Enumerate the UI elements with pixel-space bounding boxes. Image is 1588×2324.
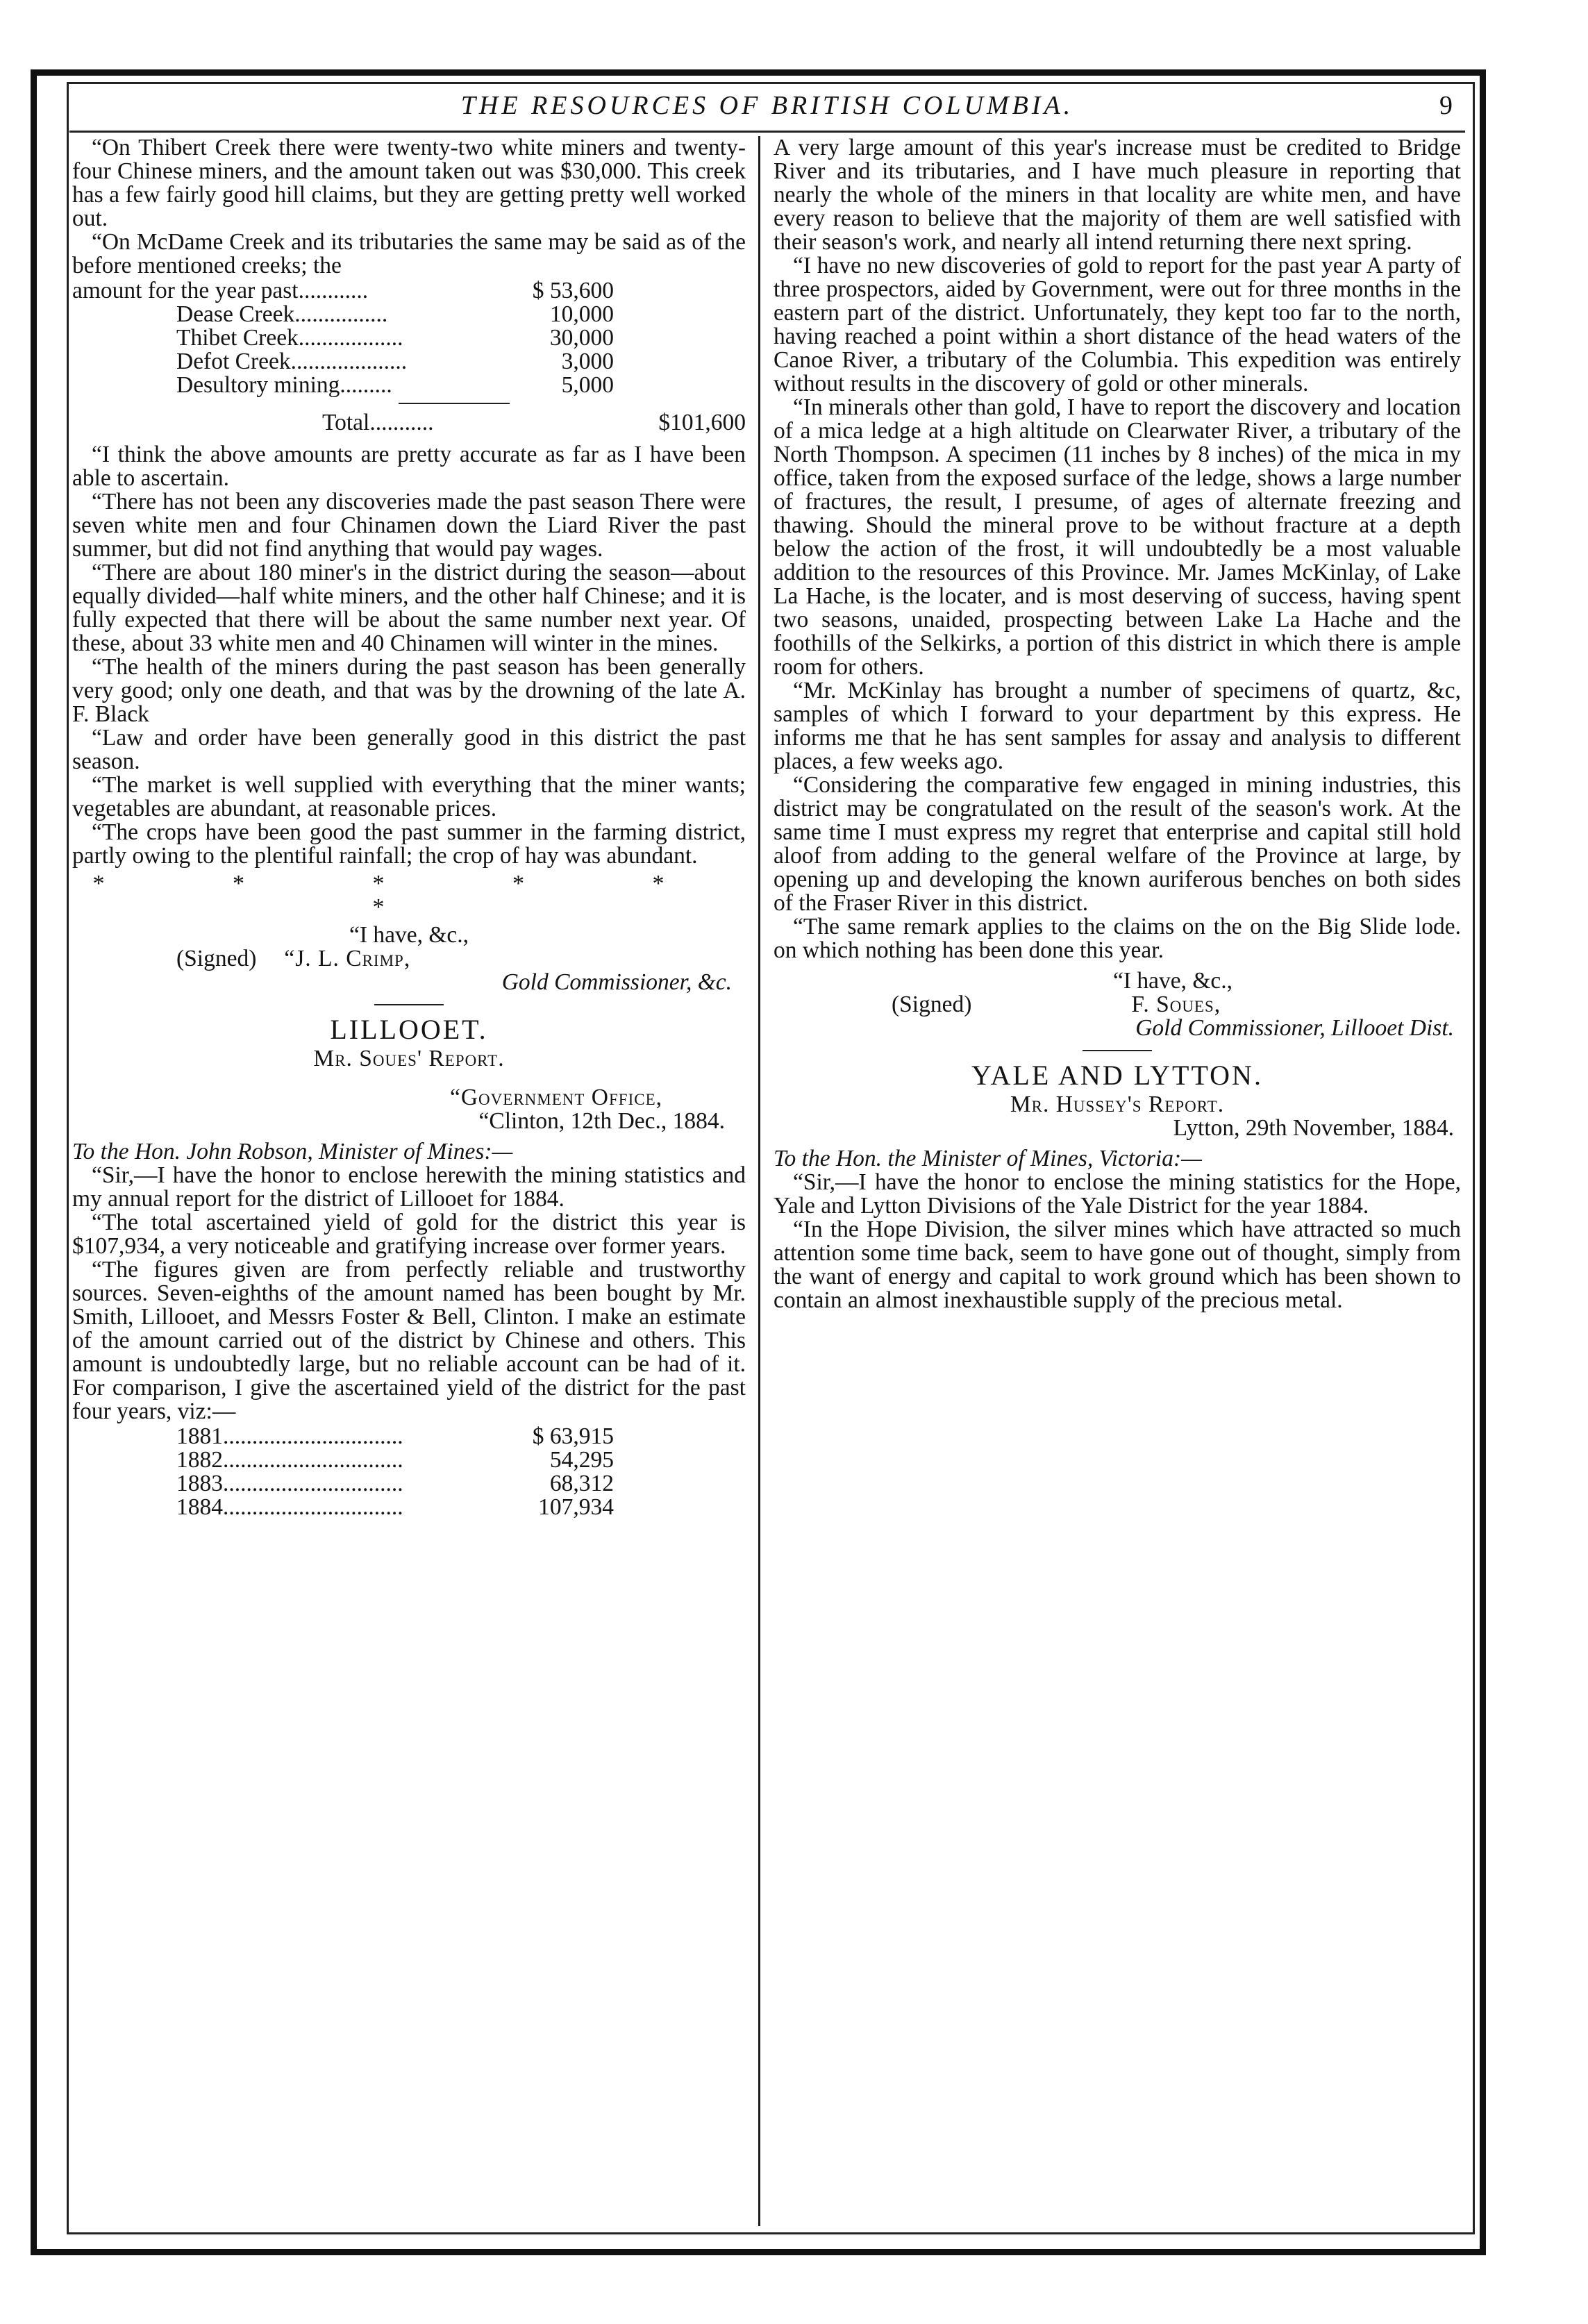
paragraph: “The total ascertained yield of gold for the district this year is $107,934, a very noticeable and gratifying increase over former years. [72, 1210, 746, 1259]
dateline: Lytton, 29th November, 1884. [1173, 1115, 1454, 1141]
dateline: “Clinton, 12th Dec., 1884. [478, 1108, 725, 1134]
total-label: Total........... [322, 410, 434, 435]
paragraph: “Law and order have been generally good in this district the past season. [72, 725, 746, 774]
signature-line [72, 947, 746, 971]
paragraph: “Sir,—I have the honor to enclose herewith the mining statistics and my annual report for the district of Lillooet for 1884. [72, 1162, 746, 1212]
table-row [72, 279, 614, 303]
paragraph: “Mr. McKinlay has brought a number of specimens of quartz, &c, samples of which I forward to your department by this express. He informs me that he has sent samples for assay and analysis to different places, a few weeks ago. [774, 678, 1461, 774]
signer-name: F. Soues, [1131, 992, 1221, 1017]
table-label: Desultory mining......... [176, 374, 392, 397]
paragraph: “The same remark applies to the claims on the on the Big Slide lode. on which nothing has been done this year. [774, 914, 1461, 963]
table-label: Defot Creek.................... [176, 350, 408, 374]
table-row [72, 350, 614, 374]
paragraph: “The health of the miners during the past season has been generally very good; only one death, and that was by the drowning of the late A. F. Black [72, 654, 746, 727]
table-row [72, 1425, 614, 1448]
closing-salutation: “I have, &c., [1112, 968, 1233, 994]
running-head [69, 89, 1465, 133]
table-row [72, 1472, 614, 1496]
report-title: Mr. Soues' Report. [313, 1046, 505, 1071]
paragraph: “I think the above amounts are pretty accurate as far as I have been able to ascertain. [72, 442, 746, 491]
left-column [72, 136, 746, 1521]
paragraph: “The figures given are from perfectly reliable and trustworthy sources. Seven-eighths of the amount named has been bought by Mr. Smith, Lillooet, and Messrs Foster & Bell, Clinton. I make an estimate of the amount carried out of the district by Chinese and others. This amount is undoubtedly large, but no reliable account can be had of it. For comparison, I give the ascertained yield of the district for the past four years, viz:— [72, 1257, 746, 1424]
paragraph: “There has not been any discoveries made the past season There were seven white men and four Chinamen down the Liard River the past summer, but did not find anything that would pay wages. [72, 489, 746, 562]
section-break-asterisks: * * * * * * [92, 871, 726, 920]
table-label: 1883............................... [176, 1472, 403, 1496]
table-label: 1884............................... [176, 1496, 403, 1519]
page-number: 9 [1439, 91, 1453, 120]
table-label: Thibet Creek.................. [176, 326, 403, 350]
paragraph: “I have no new discoveries of gold to report for the past year A party of three prospectors, aided by Government, were out for three months in the eastern part of the district. Unfortunately, they kept too far to the north, having reached a point within a short distance of the head waters of the Canoe River, a tributary of the Columbia. This expedition was entirely without results in the discovery of gold or other minerals. [774, 253, 1461, 396]
table-amount: 3,000 [561, 349, 614, 374]
paragraph: “There are about 180 miner's in the district during the season—about equally divided—half white miners, and the other half Chinese; and it is fully expected that there will be about the same number next year. Of these, about 33 white men and 40 Chinamen will winter in the mines. [72, 560, 746, 656]
running-title: THE RESOURCES OF BRITISH COLUMBIA. [460, 91, 1074, 120]
paragraph: A very large amount of this year's increase must be credited to Bridge River and its tributaries, and I have much pleasure in reporting that nearly the whole of the miners in that locality are white men, and have every reason to believe that the majority of them are well satisfied with their season's work, and nearly all intend returning there next spring. [774, 135, 1461, 255]
table-row [72, 406, 746, 435]
lillooet-yield-table [72, 1425, 614, 1519]
report-title: Mr. Hussey's Report. [1010, 1092, 1225, 1117]
table-row [72, 374, 614, 397]
addressee: To the Hon. the Minister of Mines, Victoria:— [774, 1146, 1202, 1171]
cassiar-yield-table [72, 279, 614, 397]
paragraph: “In the Hope Division, the silver mines which have attracted so much attention some time back, seem to have gone out of thought, simply from the want of energy and capital to work ground which has been shown to contain an almost inexhaustible supply of the precious metal. [774, 1217, 1461, 1313]
table-amount: 54,295 [549, 1447, 614, 1473]
table-label: Dease Creek................ [176, 303, 388, 326]
column-divider [758, 136, 760, 2226]
table-row [72, 326, 614, 350]
signer-title: Gold Commissioner, Lillooet Dist. [1135, 1015, 1454, 1041]
signed-label: (Signed) [176, 946, 257, 971]
table-amount: 5,000 [561, 372, 614, 398]
table-row [72, 303, 614, 326]
closing-salutation: “I have, &c., [349, 922, 469, 948]
office-line: “Government Office, [449, 1085, 662, 1110]
table-amount: 107,934 [538, 1494, 614, 1520]
table-label: 1882............................... [176, 1448, 403, 1472]
table-label: amount for the year past............ [72, 279, 369, 303]
table-amount: $ 63,915 [532, 1423, 614, 1449]
table-row [72, 1496, 614, 1519]
divider [374, 1004, 444, 1005]
section-heading-lillooet: LILLOOET. [330, 1014, 488, 1045]
table-label: 1881............................... [176, 1425, 403, 1448]
signed-label: (Signed) [892, 992, 972, 1017]
right-column [774, 136, 1461, 1312]
signer-title: Gold Commissioner, &c. [501, 969, 732, 995]
signature-line [774, 993, 1461, 1017]
cassiar-total [72, 406, 746, 435]
paragraph: “Sir,—I have the honor to enclose the mining statistics for the Hope, Yale and Lytton Divisions of the Yale District for the year 1884. [774, 1169, 1461, 1219]
paragraph: “On McDame Creek and its tributaries the same may be said as of the before mentioned creeks; the [72, 229, 746, 278]
divider [1083, 1050, 1152, 1051]
section-heading-yale-lytton: YALE AND LYTTON. [971, 1060, 1263, 1091]
paragraph: “The market is well supplied with everything that the miner wants; vegetables are abundant, at reasonable prices. [72, 772, 746, 821]
total-amount: $101,600 [658, 410, 746, 435]
table-row [72, 1448, 614, 1472]
table-amount: 10,000 [549, 301, 614, 327]
addressee: To the Hon. John Robson, Minister of Mines:— [72, 1139, 513, 1164]
paragraph: “On Thibert Creek there were twenty-two white miners and twenty-four Chinese miners, and the amount taken out was $30,000. This creek has a few fairly good hill claims, but they are getting pretty well worked out. [72, 135, 746, 231]
total-rule [399, 403, 510, 404]
paragraph: “The crops have been good the past summer in the farming district, partly owing to the plentiful rainfall; the crop of hay was abundant. [72, 819, 746, 869]
paragraph: “In minerals other than gold, I have to report the discovery and location of a mica ledge at a high altitude on Clearwater River, a tributary of the North Thompson. A specimen (11 inches by 8 inches) of the mica in my office, taken from the exposed surface of the ledge, shows a large number of fractures, the result, I presume, of ages of alternate freezing and thawing. Should the mineral prove to be without fracture at a depth below the action of the frost, it will undoubtedly be a most valuable addition to the resources of this Province. Mr. James McKinlay, of Lake La Hache, is the locater, and is most deserving of success, having spent two seasons, unaided, prospecting between Lake La Hache and the foothills of the Selkirks, a portion of this district in which there is ample room for others. [774, 394, 1461, 680]
table-amount: $ 53,600 [532, 278, 614, 303]
table-amount: 68,312 [549, 1471, 614, 1496]
paragraph: “Considering the comparative few engaged in mining industries, this district may be congratulated on the result of the season's work. At the same time I must express my regret that enterprise and capital still hold aloof from adding to the general welfare of the Province at large, by opening up and developing the known auriferous benches on both sides of the Fraser River in this district. [774, 772, 1461, 916]
signer-name: “J. L. Crimp, [284, 946, 411, 971]
table-amount: 30,000 [549, 325, 614, 351]
